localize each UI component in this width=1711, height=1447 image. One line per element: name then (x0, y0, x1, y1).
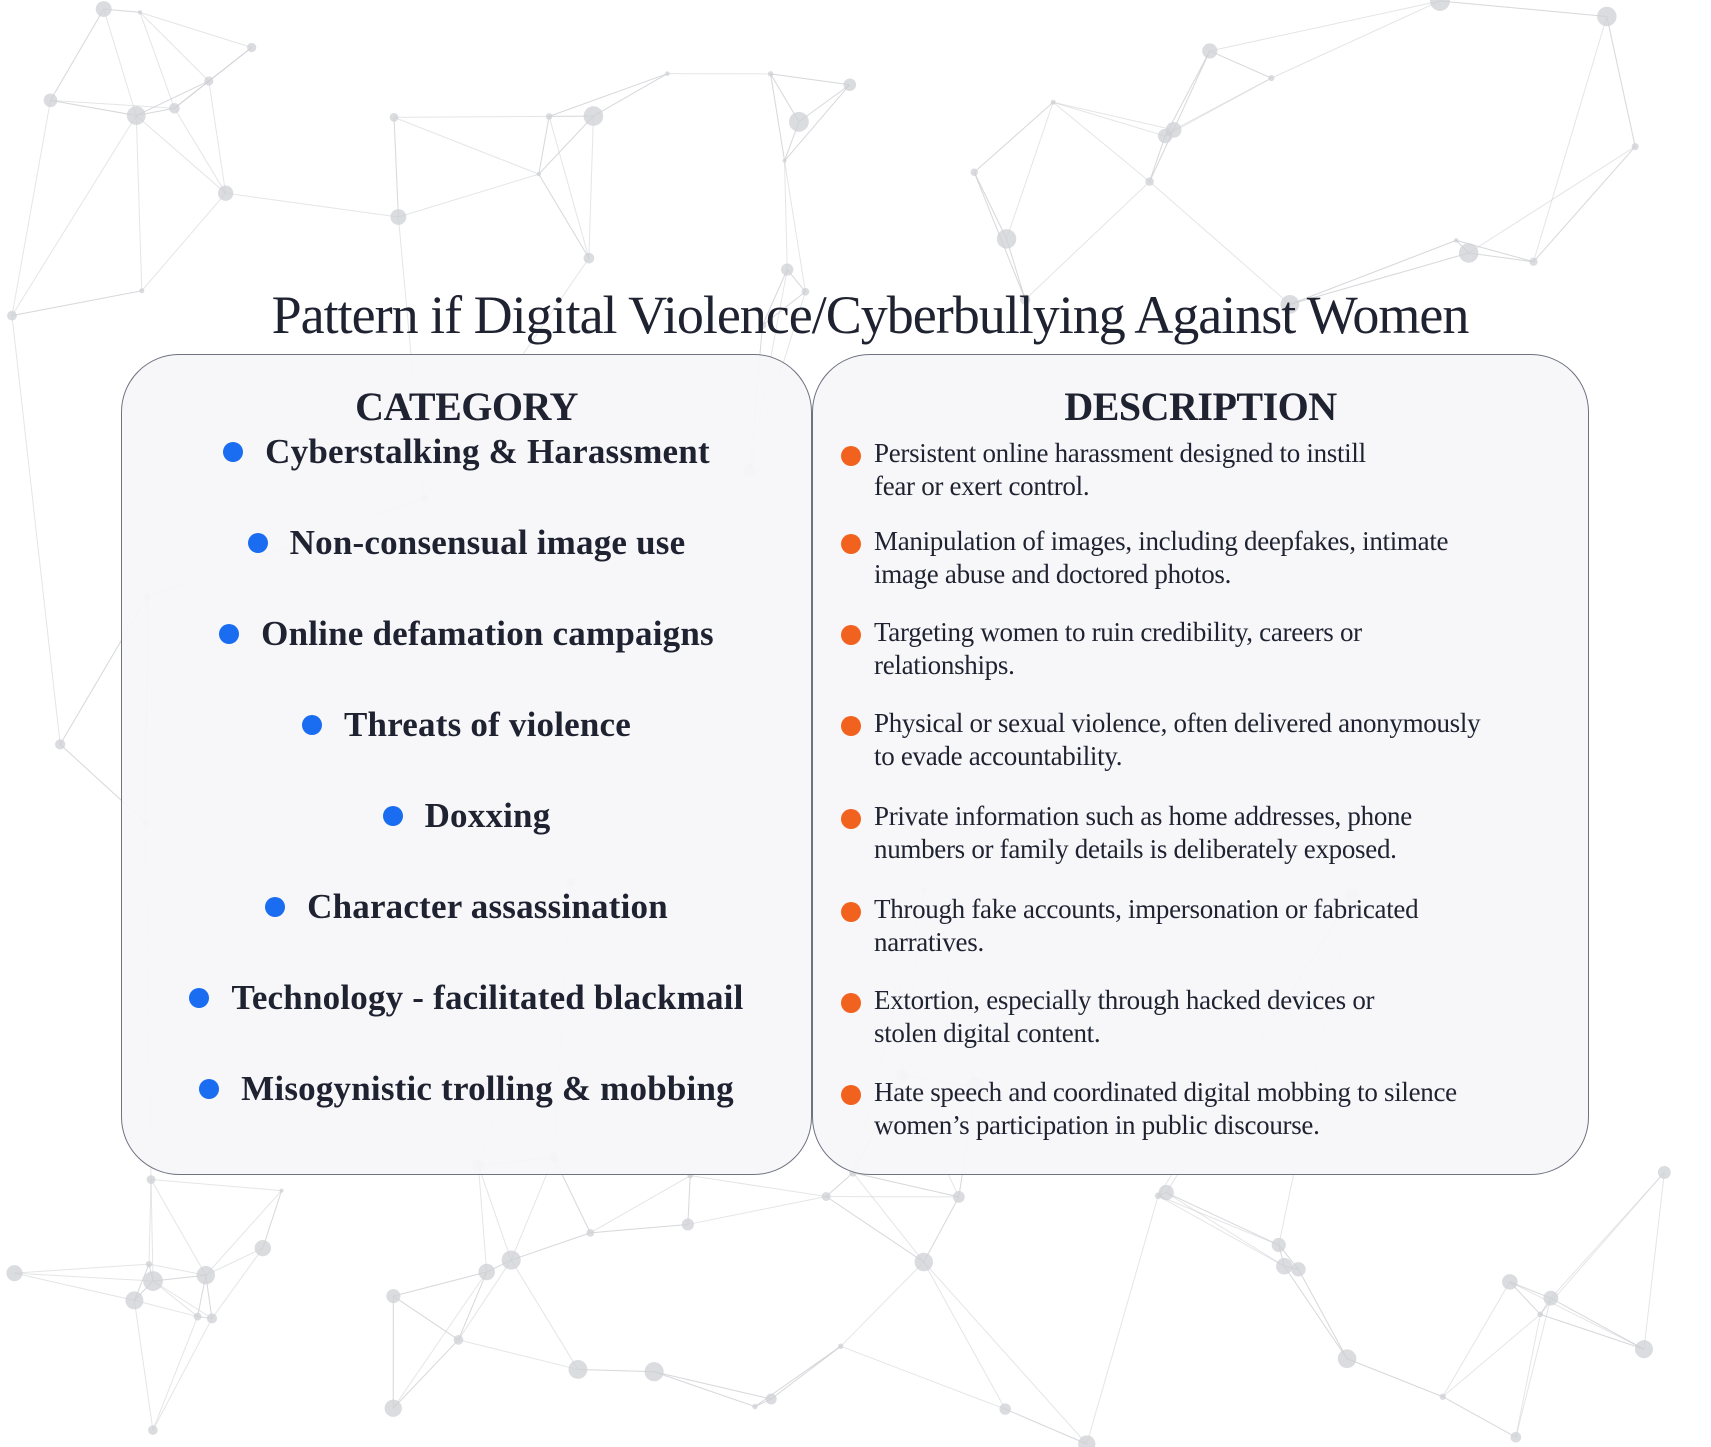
description-text: Persistent online harassment designed to instill fear or exert control. (874, 438, 1366, 501)
page-title: Pattern if Digital Violence/Cyberbullying Against Women (271, 285, 1469, 346)
category-item (122, 973, 811, 1023)
category-label: Misogynistic trolling & mobbing (241, 1069, 734, 1108)
description-heading: DESCRIPTION (1064, 384, 1337, 429)
bullet-icon (841, 534, 861, 554)
bullet-icon (841, 446, 861, 466)
description-text: Through fake accounts, impersonation or fabricated narratives. (874, 894, 1419, 957)
description-panel (812, 354, 1589, 1175)
category-item (122, 427, 811, 477)
description-text: Targeting women to ruin credibility, careers or relationships. (874, 617, 1362, 680)
category-label: Cyberstalking & Harassment (265, 432, 710, 471)
bullet-icon (841, 809, 861, 829)
category-label: Character assassination (307, 887, 668, 926)
category-item (122, 518, 811, 568)
category-label: Non-consensual image use (289, 523, 686, 562)
category-item (122, 1064, 811, 1114)
bullet-icon (223, 442, 243, 462)
bullet-icon (841, 1085, 861, 1105)
bullet-icon (841, 993, 861, 1013)
description-text: Hate speech and coordinated digital mobbing to silence women’s participation in public discourse. (874, 1077, 1457, 1140)
bullet-icon (841, 716, 861, 736)
bullet-icon (199, 1079, 219, 1099)
bullet-icon (383, 806, 403, 826)
category-item (122, 609, 811, 659)
category-label: Threats of violence (344, 705, 631, 744)
category-item (122, 700, 811, 750)
bullet-icon (219, 624, 239, 644)
bullet-icon (841, 625, 861, 645)
bullet-icon (841, 902, 861, 922)
category-label: Technology - facilitated blackmail (231, 978, 744, 1017)
category-heading: CATEGORY (355, 384, 578, 429)
bullet-icon (248, 533, 268, 553)
description-text: Private information such as home addresses, phone numbers or family details is deliberately exposed. (874, 801, 1412, 864)
bullet-icon (302, 715, 322, 735)
description-text: Extortion, especially through hacked devices or stolen digital content. (874, 985, 1375, 1048)
description-text: Physical or sexual violence, often delivered anonymously to evade accountability. (874, 708, 1481, 771)
description-text: Manipulation of images, including deepfakes, intimate image abuse and doctored photos. (874, 526, 1449, 589)
category-item (122, 791, 811, 841)
category-panel (121, 354, 812, 1175)
category-label: Online defamation campaigns (261, 614, 714, 653)
category-label: Doxxing (424, 796, 551, 835)
bullet-icon (189, 988, 209, 1008)
bullet-icon (265, 897, 285, 917)
category-item (122, 882, 811, 932)
